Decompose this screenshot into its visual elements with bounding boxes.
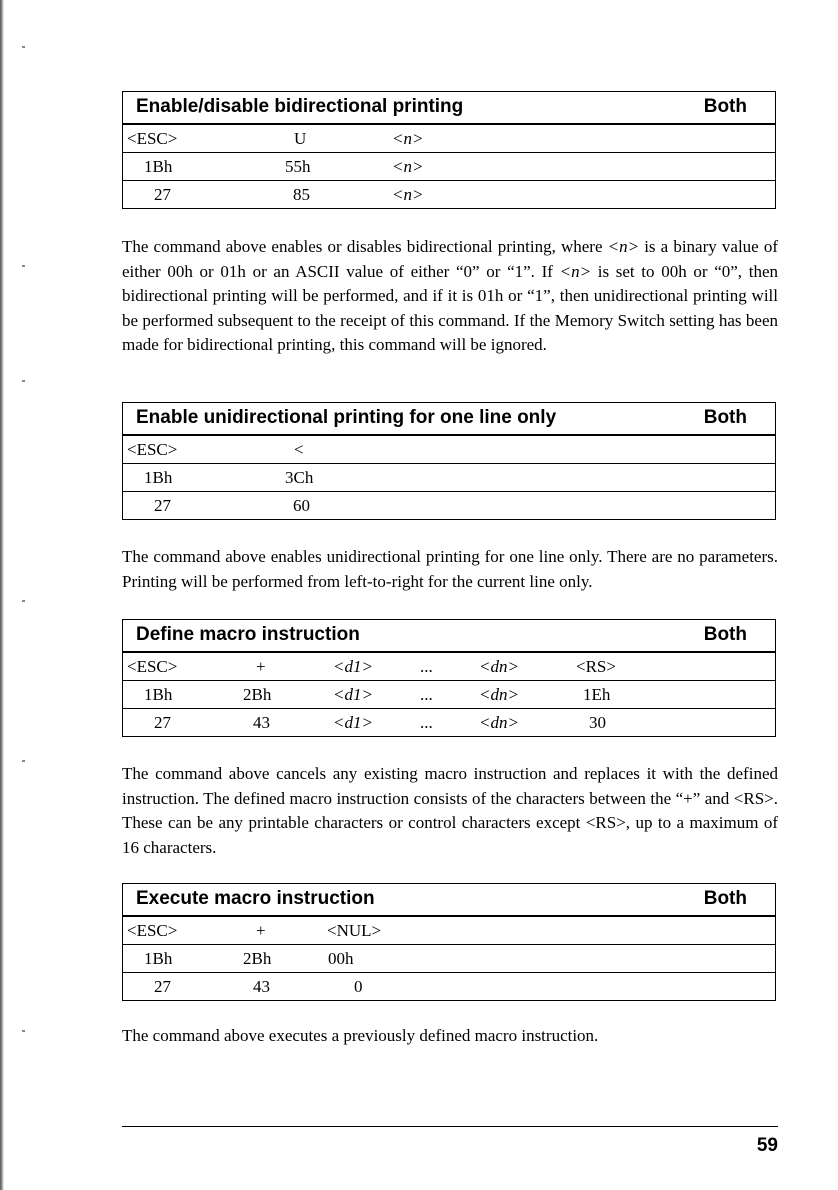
table-cell: <: [294, 440, 304, 459]
table-cell: <NUL>: [327, 921, 382, 940]
scan-speck: [22, 265, 25, 267]
table-cell: ...: [420, 657, 433, 676]
command-description: [122, 235, 778, 358]
command-table-define-macro: [122, 619, 776, 737]
footer-rule: [122, 1126, 778, 1127]
table-row: [123, 945, 775, 973]
page-number: 59: [756, 1135, 778, 1156]
table-cell: 43: [253, 713, 270, 732]
command-mode: Both: [703, 888, 747, 909]
command-mode: Both: [703, 624, 747, 645]
table-cell: <dn>: [479, 713, 519, 732]
command-description: The command above enables unidirectional printing for one line only. There are no parameters. Printing will be performed from left-to-right for the current line only.: [122, 547, 778, 591]
table-cell: +: [256, 657, 266, 676]
table-row: [123, 917, 775, 945]
table-cell: +: [256, 921, 266, 940]
table-row: [123, 492, 775, 519]
command-title: Execute macro instruction: [136, 888, 375, 909]
table-cell: 3Ch: [285, 468, 314, 487]
table-cell: <ESC>: [127, 440, 178, 459]
command-title: Enable unidirectional printing for one line only: [136, 407, 557, 428]
command-header: [123, 884, 775, 917]
parameter-n: <n>: [607, 237, 640, 256]
table-cell: <d1>: [333, 713, 373, 732]
table-cell: <dn>: [479, 657, 519, 676]
table-row: [123, 153, 775, 181]
command-table-execute-macro: [122, 883, 776, 1001]
scan-speck: [22, 1030, 25, 1032]
table-cell: 1Bh: [144, 949, 173, 968]
command-header: [123, 620, 775, 653]
table-cell: 85: [293, 185, 310, 204]
table-cell: 27: [154, 496, 171, 515]
table-cell: 43: [253, 977, 270, 996]
scan-speck: [22, 380, 25, 382]
table-cell: <dn>: [479, 685, 519, 704]
table-row: [123, 125, 775, 153]
table-row: [123, 653, 775, 681]
table-row: [123, 709, 775, 736]
table-cell: <n>: [392, 185, 424, 204]
command-title: Enable/disable bidirectional printing: [136, 96, 464, 117]
table-row: [123, 973, 775, 1000]
table-cell: <n>: [392, 129, 424, 148]
table-cell: 27: [154, 977, 171, 996]
scan-speck: [22, 46, 25, 48]
table-cell: ...: [420, 713, 433, 732]
table-cell: 60: [293, 496, 310, 515]
description-text: The command above enables or disables bidirectional printing, where: [122, 237, 608, 256]
command-title: Define macro instruction: [136, 624, 360, 645]
table-row: [123, 181, 775, 208]
scan-speck: [22, 600, 25, 602]
table-cell: <RS>: [576, 657, 616, 676]
table-cell: <ESC>: [127, 657, 178, 676]
table-cell: 1Bh: [144, 468, 173, 487]
description-text: is a binary value of either 00h or 01h or an ASCII value of either “0” or “1”. If: [122, 237, 778, 281]
table-cell: <n>: [392, 157, 424, 176]
table-cell: 27: [154, 713, 171, 732]
parameter-n: <n>: [559, 261, 592, 281]
table-cell: U: [294, 129, 307, 148]
table-row: [123, 681, 775, 709]
table-cell: 0: [354, 977, 363, 996]
command-header: [123, 92, 775, 125]
table-row: [123, 464, 775, 492]
table-cell: <d1>: [333, 685, 373, 704]
description-text: is set to 00h or “0”, then bidirectional printing will be performed, and if it is 01h or “1”, then unidirectional printing will be performed subsequent to the receipt of this command. If the Memory Switch setting has been made for bidirectional printing, this command will be ignored.: [122, 261, 779, 354]
command-table-bidirectional: [122, 91, 776, 209]
table-cell: <ESC>: [127, 129, 178, 148]
table-cell: 27: [154, 185, 171, 204]
command-description: The command above cancels any existing macro instruction and replaces it with the defined instruction. The defined macro instruction consists of the characters between the “+” and <RS>. These can be any printable characters or control characters except <RS>, up to a maximum of 16 characters.: [122, 764, 778, 857]
table-cell: 1Eh: [583, 685, 611, 704]
scan-speck: [22, 760, 25, 762]
table-cell: 2Bh: [243, 685, 272, 704]
table-cell: <d1>: [333, 657, 373, 676]
scan-edge: [0, 0, 4, 1190]
table-cell: <ESC>: [127, 921, 178, 940]
command-mode: Both: [703, 407, 747, 428]
command-description: The command above executes a previously defined macro instruction.: [122, 1026, 599, 1045]
table-cell: 1Bh: [144, 685, 173, 704]
table-cell: 00h: [328, 949, 354, 968]
table-cell: 30: [589, 713, 606, 732]
table-cell: ...: [420, 685, 433, 704]
command-mode: Both: [703, 96, 747, 117]
table-row: [123, 436, 775, 464]
table-cell: 2Bh: [243, 949, 272, 968]
table-cell: 1Bh: [144, 157, 173, 176]
command-table-unidirectional: [122, 402, 776, 520]
command-header: [123, 403, 775, 436]
table-cell: 55h: [285, 157, 311, 176]
